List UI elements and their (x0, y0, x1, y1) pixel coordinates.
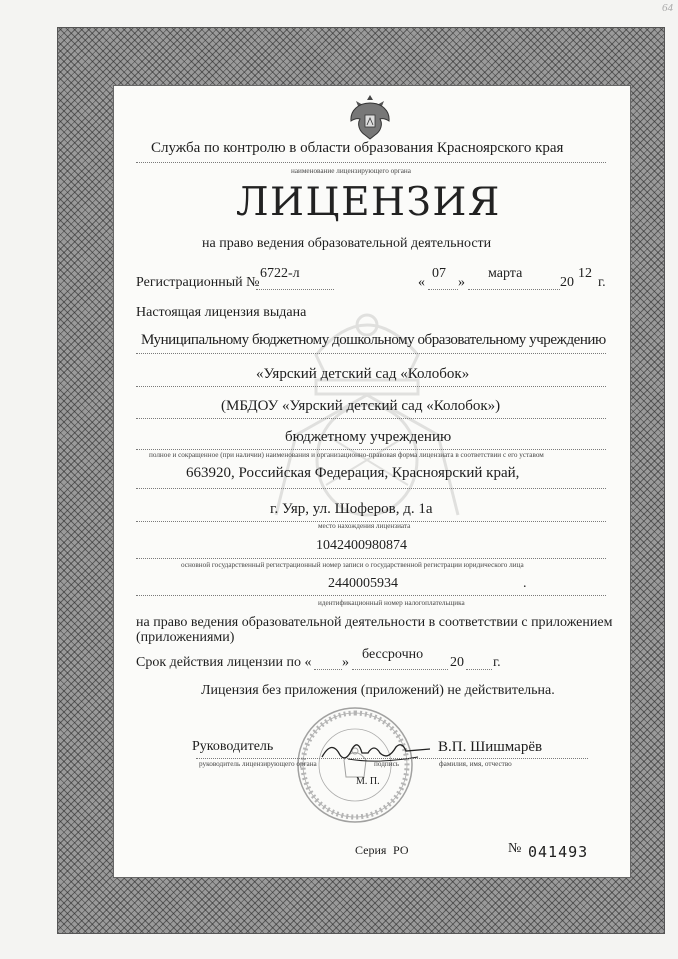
name-caption: фамилия, имя, отчество (439, 760, 512, 768)
divider (196, 758, 588, 759)
series-label: Серия (355, 843, 387, 857)
divider (314, 669, 342, 670)
licensee-name-line2: «Уярский детский сад «Колобок» (256, 366, 470, 382)
seal-place-label: М. П. (356, 776, 380, 787)
divider (136, 558, 606, 559)
rights-line1: на право ведения образовательной деятельности в соответствии с приложением (136, 615, 613, 630)
divider (136, 162, 606, 163)
rights-line2: (приложениями) (136, 630, 235, 645)
divider (136, 488, 606, 489)
coat-of-arms-icon (346, 91, 394, 141)
address-line1: 663920, Российская Федерация, Красноярский край, (186, 465, 520, 481)
divider (136, 353, 606, 354)
validity-year-unit: г. (493, 655, 501, 670)
inn-caption: идентификационный номер налогоплательщика (318, 599, 465, 607)
legal-form: бюджетному учреждению (285, 429, 452, 445)
licensing-authority: Служба по контролю в области образования Красноярского края (151, 140, 564, 156)
divider (428, 289, 458, 290)
signatory-name: В.П. Шишмарёв (438, 739, 543, 755)
validity-quote-close: » (342, 655, 349, 670)
registration-month: марта (488, 266, 523, 281)
quote-open: « (418, 275, 425, 290)
licensee-caption: полное и сокращенное (при наличии) наименования и организационно-правовая форма лицензиата в соответствии с его уставом (149, 451, 544, 459)
ogrn-caption: основной государственный регистрационный номер записи о государственной регистрации юридического лица (181, 561, 524, 569)
document-subtitle: на право ведения образовательной деятельности (202, 236, 492, 251)
year-unit: г. (598, 275, 606, 290)
authority-caption: наименование лицензирующего органа (291, 167, 411, 175)
licensee-full-name: Муниципальному бюджетному дошкольному образовательному учреждению (141, 332, 606, 348)
divider (136, 386, 606, 387)
inn-value: 2440005934 (328, 576, 398, 591)
corner-note: 64 (662, 2, 673, 14)
registration-number: 6722-л (260, 266, 300, 281)
address-caption: место нахождения лицензиата (318, 522, 411, 530)
issued-to-label: Настоящая лицензия выдана (136, 305, 307, 320)
number-sign: № (508, 841, 522, 856)
appendix-note: Лицензия без приложения (приложений) не действительна. (201, 683, 555, 698)
inn-dot: . (523, 576, 527, 591)
divider (466, 669, 492, 670)
divider (136, 595, 606, 596)
form-serial-number: 041493 (528, 843, 589, 861)
licensee-short-name: (МБДОУ «Уярский детский сад «Колобок») (221, 398, 501, 414)
validity-value: бессрочно (362, 647, 424, 662)
divider (136, 418, 606, 419)
validity-year-prefix: 20 (450, 655, 464, 670)
ogrn-value: 1042400980874 (316, 538, 407, 553)
series-value: РО (393, 843, 409, 857)
role-caption: руководитель лицензирующего органа (199, 760, 317, 768)
year-prefix: 20 (560, 275, 574, 290)
divider (136, 449, 606, 450)
address-line2: г. Уяр, ул. Шоферов, д. 1а (270, 501, 433, 517)
document-title: ЛИЦЕНЗИЯ (236, 180, 501, 225)
validity-label: Срок действия лицензии по « (136, 655, 312, 670)
registration-year: 12 (578, 266, 592, 281)
signatory-role: Руководитель (192, 739, 274, 754)
registration-day: 07 (432, 266, 446, 281)
divider (256, 289, 334, 290)
signature-caption: подпись (374, 760, 400, 768)
quote-close: » (458, 275, 465, 290)
registration-label: Регистрационный № (136, 275, 260, 290)
divider (352, 669, 448, 670)
divider (468, 289, 560, 290)
